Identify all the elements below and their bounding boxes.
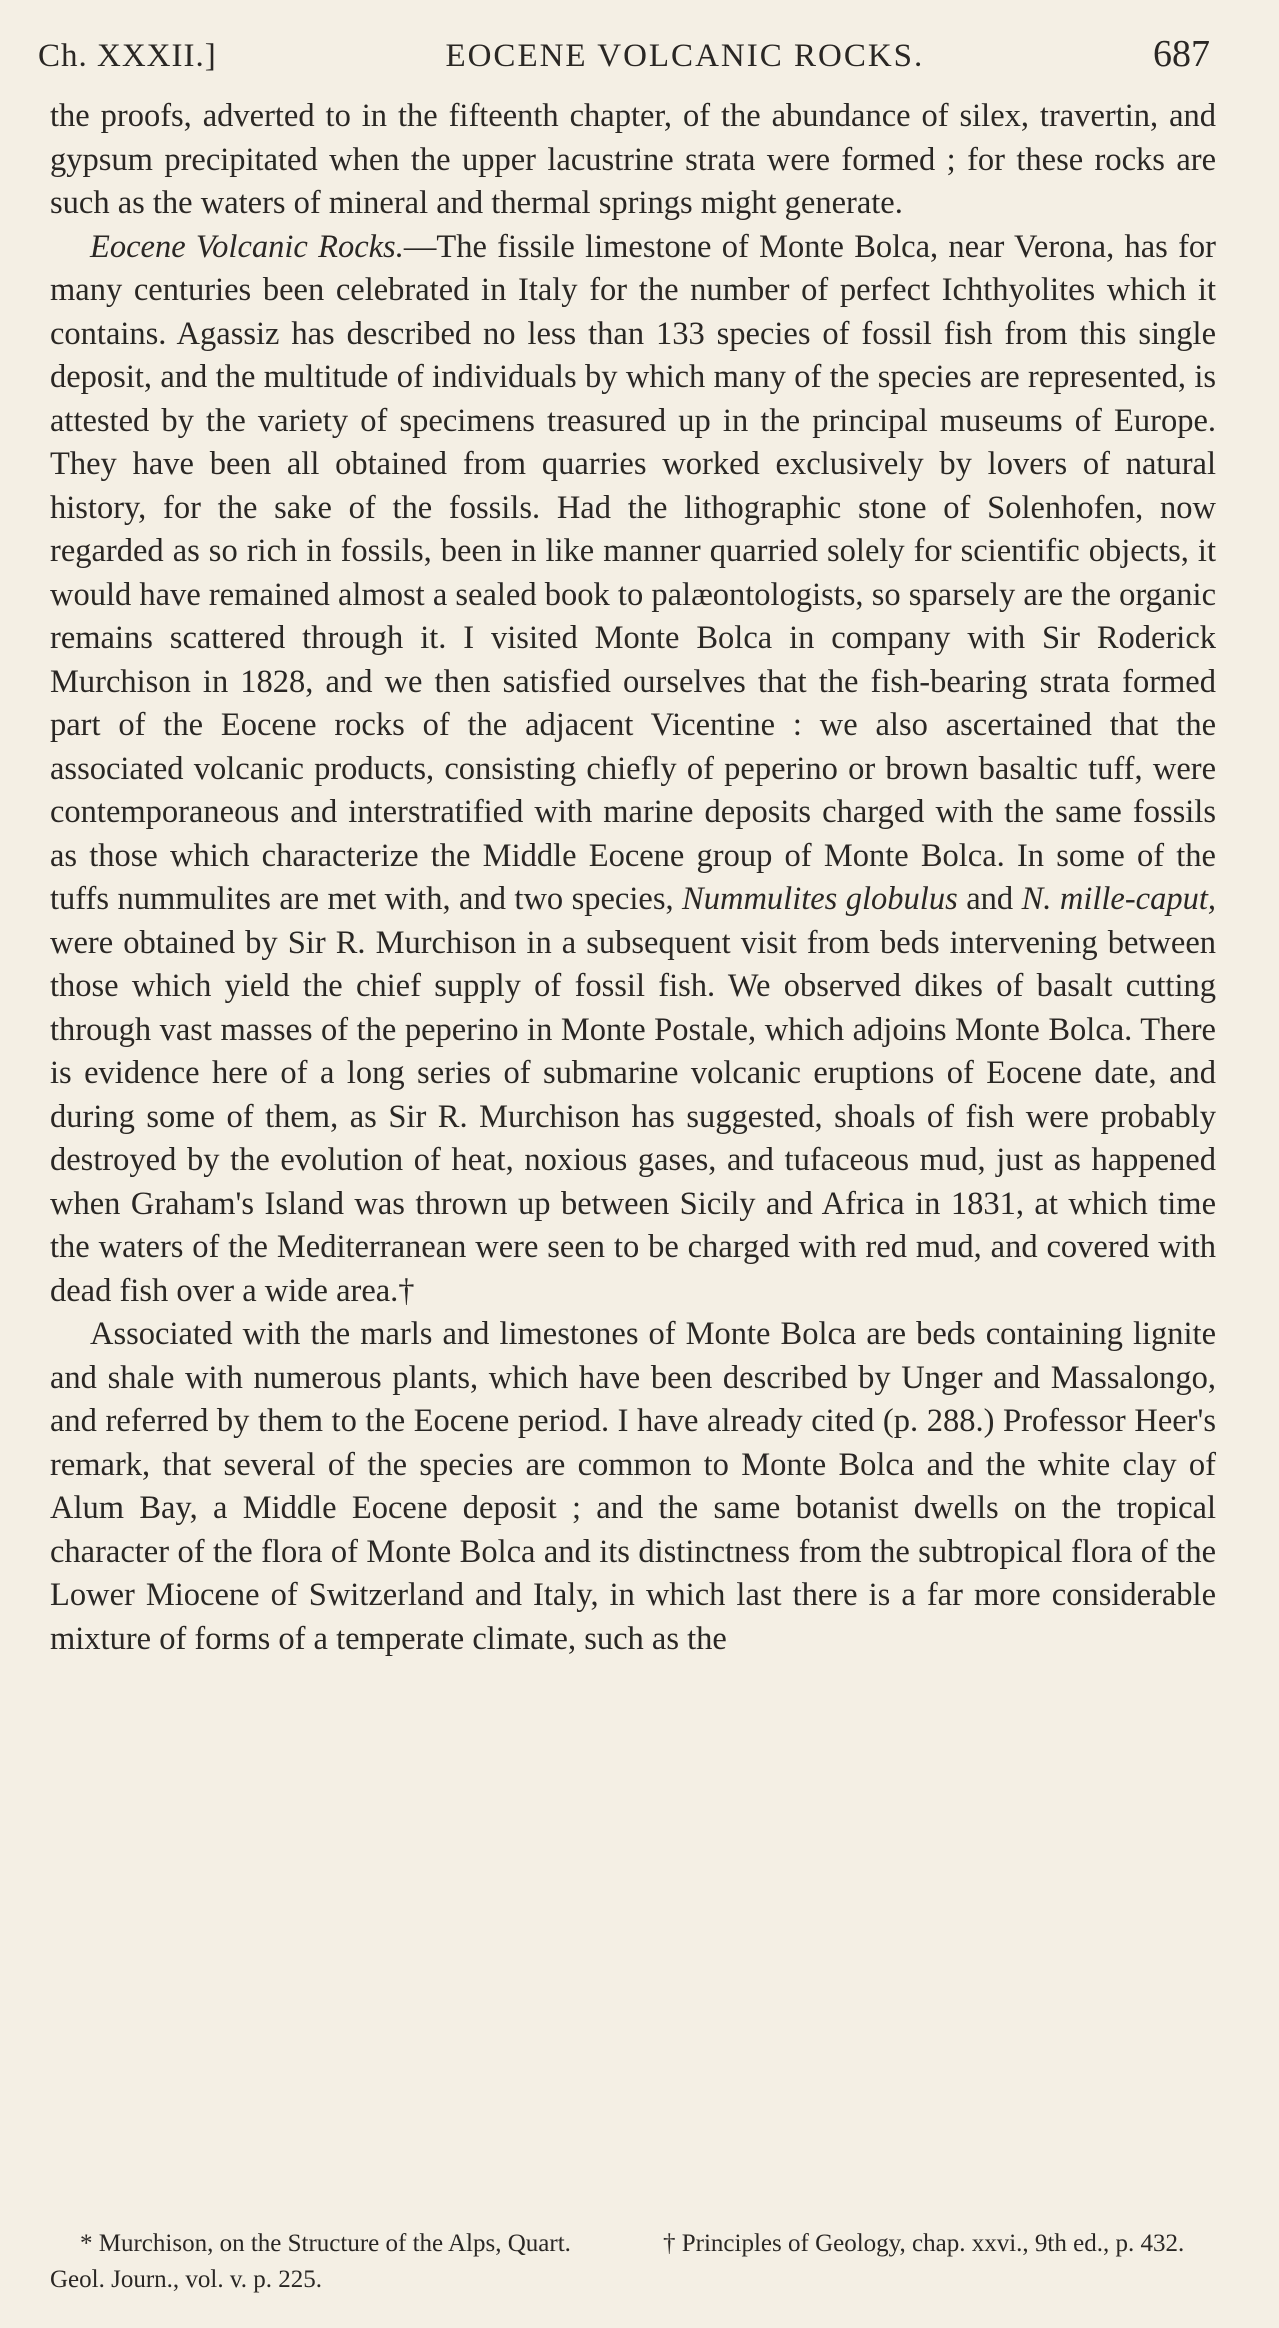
species-name-1: Nummulites globulus xyxy=(682,881,958,917)
paragraph-2-and: and xyxy=(957,881,1022,917)
footnotes xyxy=(50,2226,1216,2298)
page-number: 687 xyxy=(1152,33,1210,75)
running-header xyxy=(38,32,1210,82)
paragraph-1: the proofs, adverted to in the fifteenth chapter, of the abundance of silex, travertin, and gypsum precipitated when the upper lacustrine strata were formed ; for these rocks are such as the waters of mineral and thermal springs might generate. xyxy=(50,98,1216,221)
chapter-reference: Ch. XXXII.] xyxy=(38,38,217,74)
paragraph-2-text-b: were obtained by Sir R. Murchison in a subsequent visit from beds intervening between those which yield the chief supply of fossil fish. We observed dikes of basalt cutting through vast masses of the peperino in Monte Postale, which adjoins Monte Bolca. There is evidence here of a long series of submarine volcanic eruptions of Eocene date, and during some of them, as Sir R. Murchison has suggested, shoals of fish were probably destroyed by the evolution of heat, noxious gases, and tufaceous mud, just as happened when Graham's Island was thrown up between Sicily and Africa in 1831, at which time the waters of the Mediterranean were seen to be charged with red mud, and covered with dead fish over a wide area.† xyxy=(50,924,1216,1309)
body-text xyxy=(50,95,1216,1661)
paragraph-3: Associated with the marls and limestones of Monte Bolca are beds containing lignite and shale with numerous plants, which have been described by Unger and Massalongo, and referred by them to the Eocene period. I have already cited (p. 288.) Professor Heer's remark, that several of the species are common to Monte Bolca and the white clay of Alum Bay, a Middle Eocene deposit ; and the same botanist dwells on the tropical character of the flora of Monte Bolca and its distinctness from the subtropical flora of the Lower Miocene of Switzerland and Italy, in which last there is a far more considerable mixture of forms of a temperate climate, such as the xyxy=(50,1316,1216,1657)
paragraph-2 xyxy=(50,226,1216,1314)
footnote-murchison: * Murchison, on the Structure of the Alps, Quart. Geol. Journ., vol. v. p. 225. xyxy=(50,2230,571,2293)
species-name-2: N. mille-caput, xyxy=(1021,881,1216,917)
paragraph-2-text-a: —The fissile limestone of Monte Bolca, near Verona, has for many centuries been celebrated in Italy for the number of perfect Ichthyolites which it contains. Agassiz has described no less than 133 species of fossil fish from this single deposit, and the multitude of individuals by which many of the species are represented, is attested by the variety of specimens treasured up in the principal museums of Europe. They have been all obtained from quarries worked exclusively by lovers of natural history, for the sake of the fossils. Had the lithographic stone of Solenhofen, now regarded as so rich in fossils, been in like manner quarried solely for scientific objects, it would have remained almost a sealed book to palæontologists, so sparsely are the organic remains scattered through it. I visited Monte Bolca in company with Sir Roderick Murchison in 1828, and we then satisfied ourselves that the fish-bearing strata formed part of the Eocene rocks of the adjacent Vicentine : we also ascertained that the associated volcanic products, consisting chiefly of peperino or brown basaltic tuff, were contemporaneous and interstratified with marine deposits charged with the same fossils as those which characterize the Middle Eocene group of Monte Bolca. In some of the tuffs nummulites are met with, and two species, xyxy=(50,228,1217,917)
footnote-principles: † Principles of Geology, chap. xxvi., 9th ed., p. 432. xyxy=(663,2230,1185,2257)
running-title: EOCENE VOLCANIC ROCKS. xyxy=(445,38,925,74)
section-heading: Eocene Volcanic Rocks. xyxy=(90,228,404,265)
